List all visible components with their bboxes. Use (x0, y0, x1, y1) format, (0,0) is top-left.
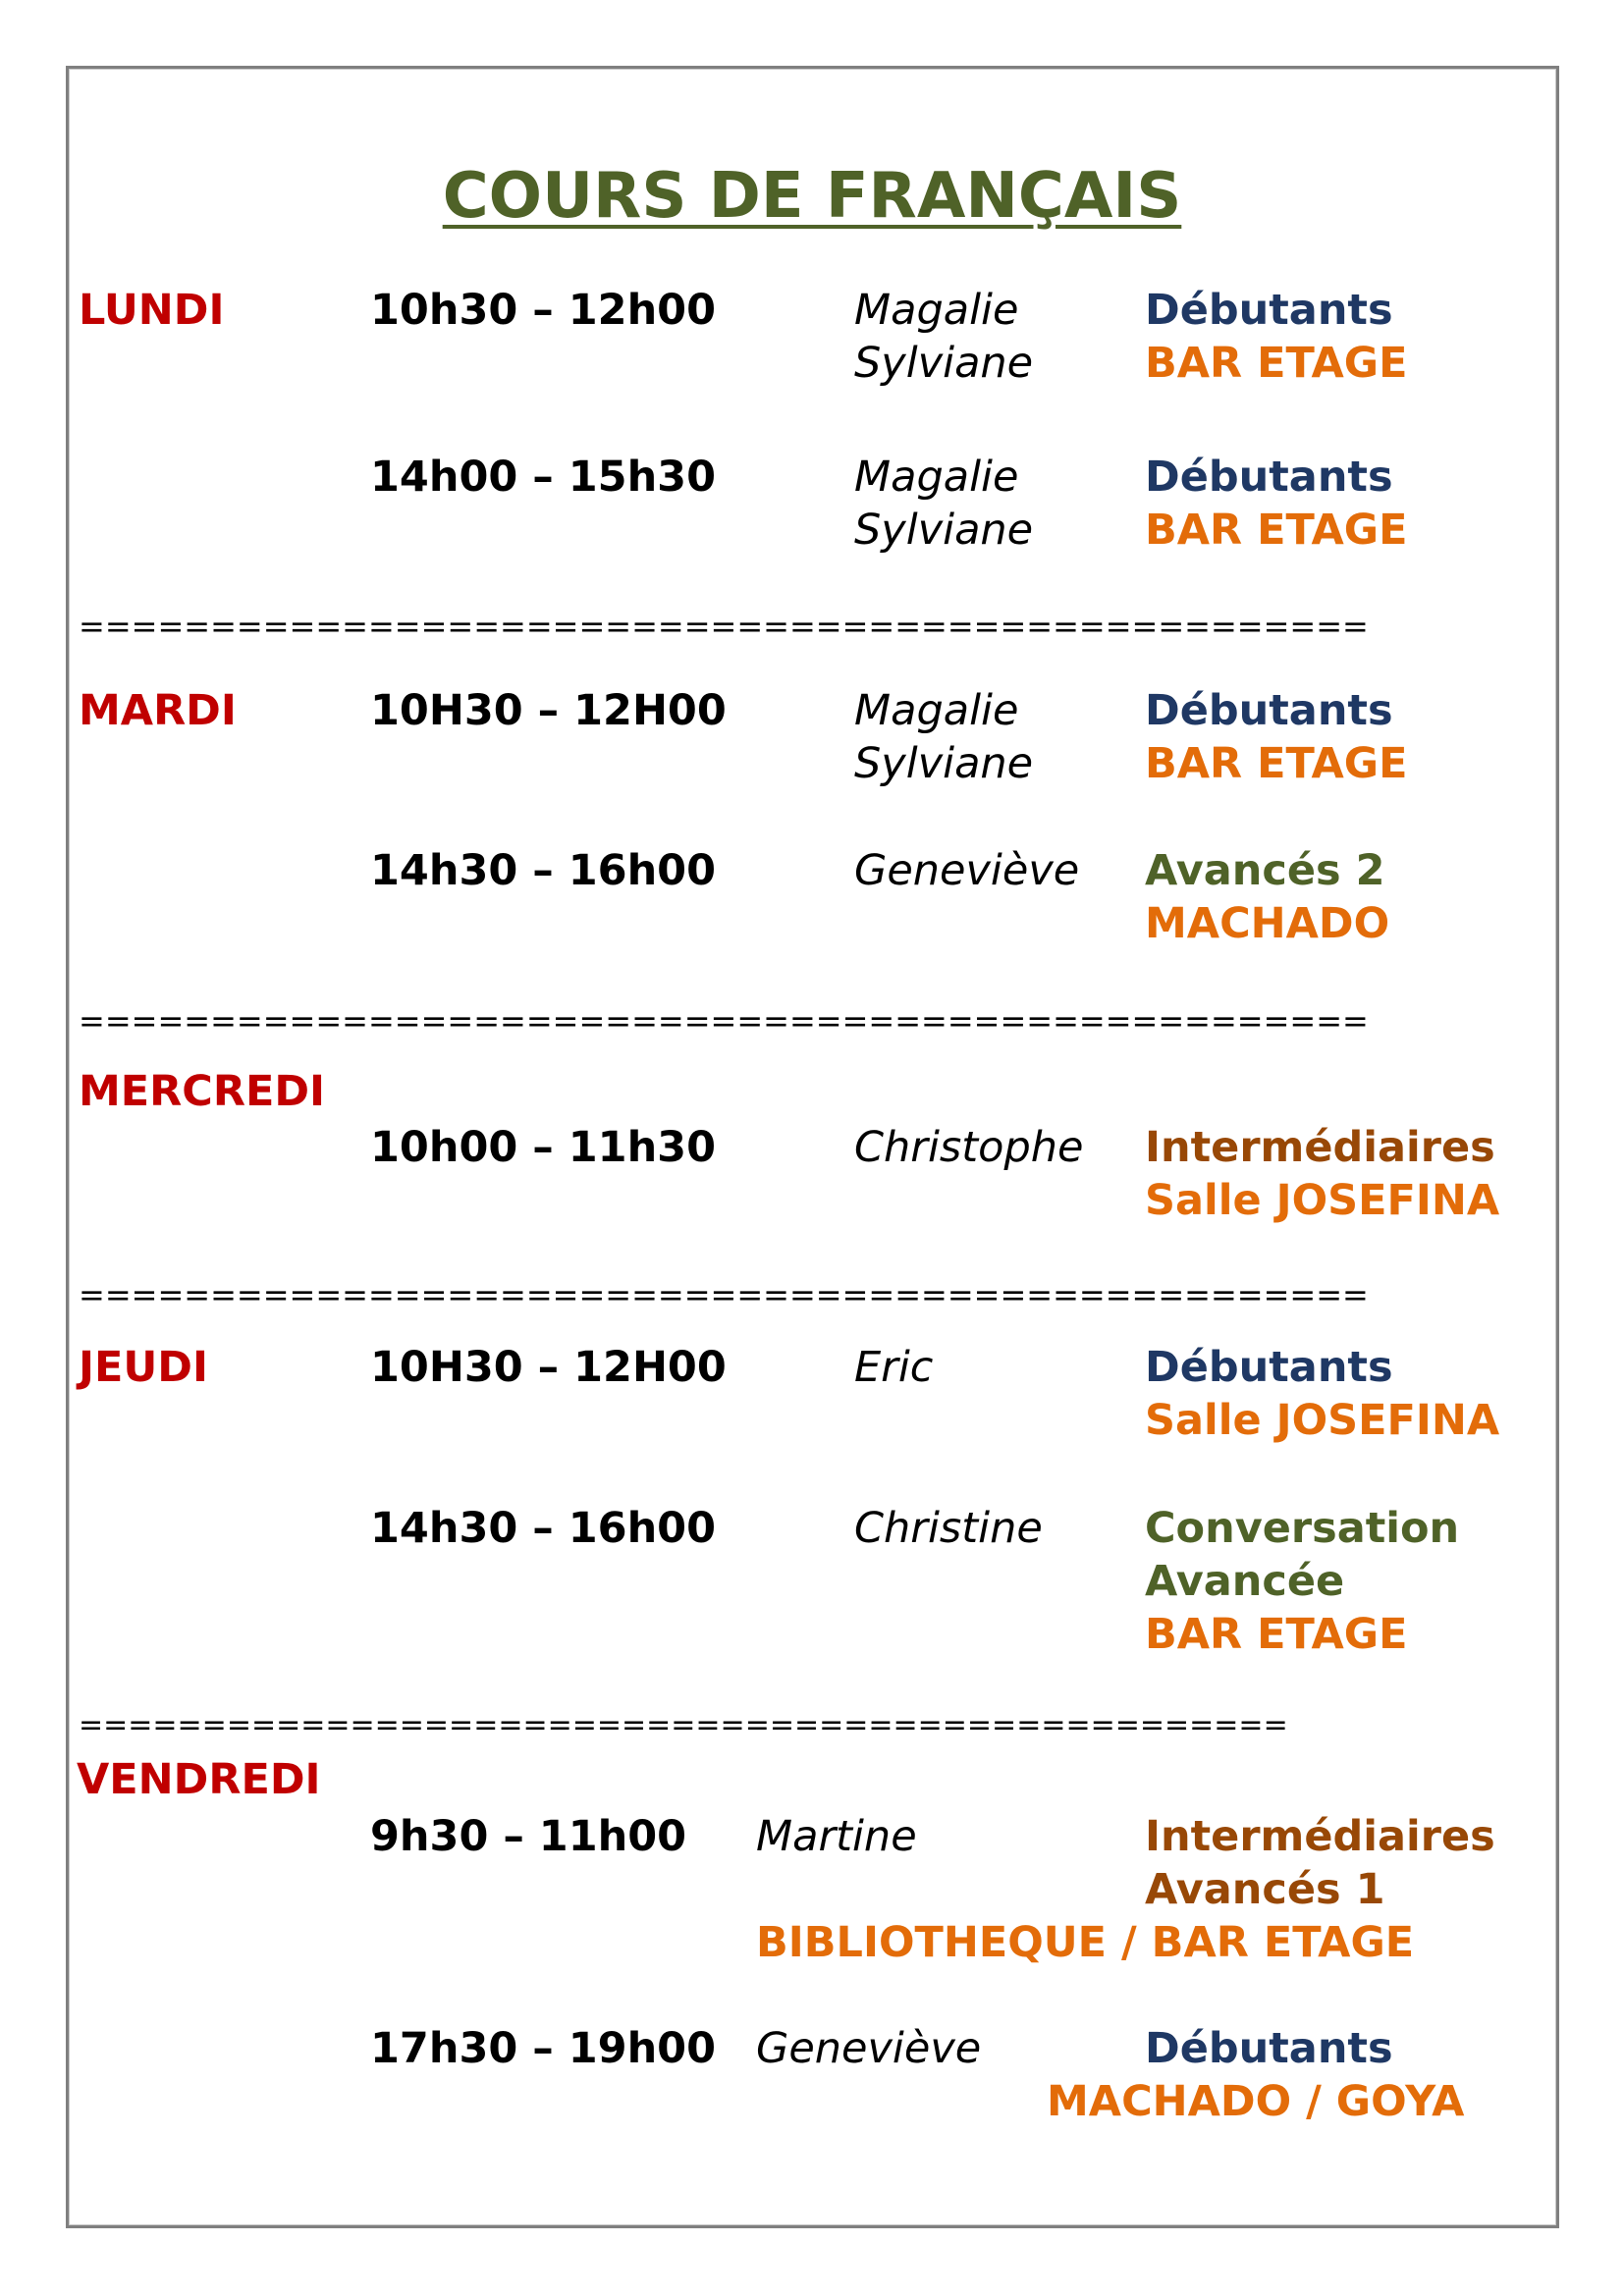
session-level: Débutants (1145, 1343, 1393, 1392)
session-time: 14h30 – 16h00 (370, 1504, 717, 1553)
session-level: Débutants (1145, 2024, 1393, 2073)
session-teacher: Magalie (854, 453, 1019, 502)
session-time: 10H30 – 12H00 (370, 686, 727, 735)
separator: ================================================= (79, 1711, 1288, 1740)
session-teacher: Christophe (854, 1123, 1084, 1172)
session-teacher: Geneviève (854, 846, 1080, 895)
separator: ================================================= (79, 1006, 1369, 1036)
session-level: Débutants (1145, 686, 1393, 735)
session-teacher: Sylviane (854, 739, 1034, 788)
day-mardi: MARDI (79, 686, 237, 735)
session-time: 10H30 – 12H00 (370, 1343, 727, 1392)
session-level: Intermédiaires (1145, 1123, 1495, 1172)
session-level: Débutants (1145, 286, 1393, 335)
page-title: COURS DE FRANÇAIS (442, 160, 1182, 233)
session-room: MACHADO (1145, 899, 1390, 948)
session-level: Conversation (1145, 1504, 1460, 1553)
session-level: Avancés 1 (1145, 1865, 1385, 1914)
session-room: BAR ETAGE (1145, 1610, 1408, 1659)
session-level: Intermédiaires (1145, 1812, 1495, 1861)
session-level: Avancés 2 (1145, 846, 1385, 895)
session-teacher: Sylviane (854, 339, 1034, 388)
session-teacher: Eric (854, 1343, 934, 1392)
session-room: Salle JOSEFINA (1145, 1396, 1500, 1445)
session-room: Salle JOSEFINA (1145, 1176, 1500, 1225)
session-teacher: Magalie (854, 686, 1019, 735)
session-teacher: Sylviane (854, 506, 1034, 555)
session-time: 14h30 – 16h00 (370, 846, 717, 895)
session-level: Avancée (1145, 1557, 1345, 1606)
session-teacher: Magalie (854, 286, 1019, 335)
session-time: 9h30 – 11h00 (370, 1812, 687, 1861)
session-teacher: Geneviève (756, 2024, 982, 2073)
day-lundi: LUNDI (79, 286, 225, 335)
session-time: 14h00 – 15h30 (370, 453, 717, 502)
session-room: BAR ETAGE (1145, 339, 1408, 388)
session-teacher: Christine (854, 1504, 1043, 1553)
session-room: BAR ETAGE (1145, 739, 1408, 788)
separator: ================================================= (79, 612, 1369, 641)
session-room: BIBLIOTHEQUE / BAR ETAGE (756, 1918, 1415, 1967)
session-room: BAR ETAGE (1145, 506, 1408, 555)
session-level: Débutants (1145, 453, 1393, 502)
day-mercredi: MERCREDI (79, 1067, 326, 1116)
session-room: MACHADO / GOYA (1047, 2077, 1465, 2126)
separator: ================================================= (79, 1280, 1369, 1309)
day-jeudi: JEUDI (79, 1343, 208, 1392)
session-time: 10h00 – 11h30 (370, 1123, 717, 1172)
session-time: 17h30 – 19h00 (370, 2024, 717, 2073)
session-time: 10h30 – 12h00 (370, 286, 717, 335)
day-vendredi: VENDREDI (77, 1755, 321, 1804)
session-teacher: Martine (756, 1812, 917, 1861)
